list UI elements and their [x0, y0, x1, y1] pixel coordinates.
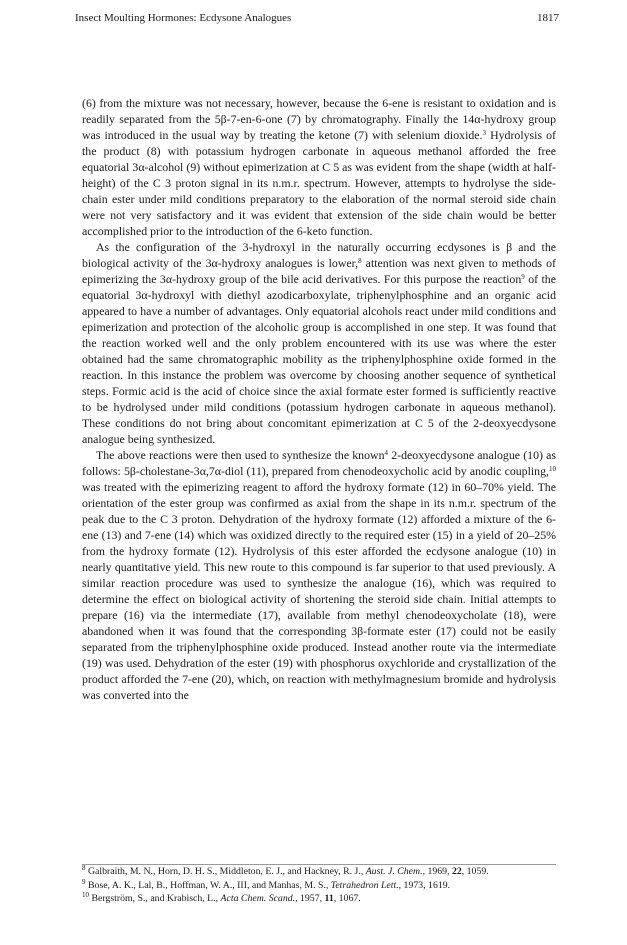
paragraph-2: [82, 239, 556, 447]
body-text: [82, 95, 556, 703]
footnote-pages: , 1059.: [461, 866, 489, 877]
footnote-authors: Galbraith, M. N., Horn, D. H. S., Middleton, E. J., and Hackney, R. J.,: [85, 866, 366, 877]
footnote-year: , 1957,: [295, 893, 325, 904]
page-number: 1817: [537, 12, 559, 24]
footnote-mark: 10: [82, 891, 89, 899]
footnote-mark: 9: [82, 877, 86, 886]
footnotes: [82, 865, 556, 906]
footnote-9: [82, 879, 556, 893]
footnote-year: , 1969,: [422, 866, 452, 877]
paragraph-1-text-b: Hydrolysis of the product (8) with potassium hydrogen carbonate in aqueous methanol afforded the free equatorial 3α-alcohol (9) without epimerization at C 5 as was evident from the shape (width at half-height) of the C 3 proton signal in its n.m.r. spectrum. However, attempts to hydrolyse the side-chain ester under mild conditions preparatory to the elaboration of the normal steroid side chain were not very satisfactory and it was evident that extension of the side chain would be better accomplished prior to the introduction of the 6-keto function.: [82, 128, 556, 238]
paragraph-1: [82, 95, 556, 239]
citation-3: 3: [482, 129, 486, 137]
paragraph-3-text-b: 2-deoxyecdysone analogue (10) as follows: 5β-cholestane-3α,7α-diol (11), prepared from chenodeoxycholic acid by anodic coupling,: [82, 448, 556, 478]
paragraph-2-text-a: As the configuration of the 3-hydroxyl in the naturally occurring ecdysones is β and the biological activity of the 3α-hydroxy analogues is lower,: [82, 240, 556, 270]
footnote-mark: 8: [82, 864, 86, 872]
footnote-pages: , 1067.: [333, 893, 361, 904]
paragraph-3-text-c: was treated with the epimerizing reagent to afford the hydroxy formate (12) in 60–70% yield. The orientation of the ester group was confirmed as axial from the shape in its n.m.r. spectrum of the peak due to the C 3 proton. Dehydration of the hydroxy formate (12) afforded a mixture of the 6-ene (13) and 7-ene (14) which was oxidized directly to the required ester (15) in a yield of 20–25% from the hydroxy formate (12). Hydrolysis of this ester afforded the ecdysone analogue (10) in nearly quantitative yield. This new route to this compound is far superior to that used previously. A similar reaction procedure was used to synthesize the analogue (16), which was required to determine the effect on biological activity of shortening the steroid side chain. Initial attempts to prepare (16) via the intermediate (17), available from methyl chenodeoxycholate (18), were abandoned when it was found that the corresponding 3β-formate ester (17) could not be easily separated from the triphenylphosphine oxide produced. Instead another route via the intermediate (19) was used. Dehydration of the ester (19) with phosphorus oxychloride and crystallization of the product afforded the 7-ene (20), which, on reaction with methylmagnesium bromide and hydrolysis was converted into the: [82, 480, 556, 702]
footnote-10: [82, 892, 556, 906]
paragraph-1-text-a: (6) from the mixture was not necessary, however, because the 6-ene is resistant to oxidation and is readily separated from the 5β-7-en-6-one (7) by chromatography. Finally the 14α-hydroxy group was introduced in the usual way by treating the ketone (7) with selenium dioxide.: [82, 96, 556, 142]
paragraph-2-text-c: of the equatorial 3α-hydroxyl with diethyl azodicarboxylate, triphenylphosphine and an organic acid appeared to have a number of advantages. Only equatorial alcohols react under mild conditions and epimerization and protection of the alcoholic group is accomplished in one step. It was found that the reaction worked well and the only problem encountered with its use was where the ester obtained had the same chromatographic mobility as the triphenylphosphine oxide formed in the reaction. In this instance the problem was overcome by choosing another sequence of synthetical steps. Formic acid is the acid of choice since the axial formate ester formed is sufficiently reactive to be hydrolysed under mild conditions (potassium hydrogen carbonate in aqueous methanol). These conditions do not bring about concomitant epimerization at C 5 of the 2-deoxyecdysone analogue being synthesized.: [82, 272, 556, 446]
footnote-8: [82, 865, 556, 879]
citation-8: 8: [358, 257, 362, 265]
footnote-volume: 11: [324, 893, 334, 904]
footnote-authors: Bergström, S., and Krabisch, L.,: [89, 893, 221, 904]
running-head: [75, 12, 559, 24]
footnote-journal: Aust. J. Chem.: [365, 866, 423, 877]
footnote-authors: Bose, A. K., Lal, B., Hoffman, W. A., III, and Manhas, M. S.,: [85, 879, 331, 891]
paragraph-3: [82, 447, 556, 703]
paragraph-2-text-b: attention was next given to methods of epimerizing the 3α-hydroxy group of the bile acid derivatives. For this purpose the reaction: [82, 256, 556, 286]
paragraph-3-text-a: The above reactions were then used to synthesize the known: [96, 448, 385, 462]
citation-4: 4: [384, 449, 389, 457]
running-title: Insect Moulting Hormones: Ecdysone Analogues: [75, 12, 292, 24]
footnote-volume: 22: [451, 866, 462, 877]
citation-9: 9: [521, 273, 525, 281]
footnote-year: , 1973, 1619.: [398, 879, 451, 891]
citation-10: 10: [549, 465, 556, 473]
footnote-journal: Tetrahedron Lett.: [330, 879, 399, 891]
footnote-journal: Acta Chem. Scand.: [220, 893, 296, 904]
